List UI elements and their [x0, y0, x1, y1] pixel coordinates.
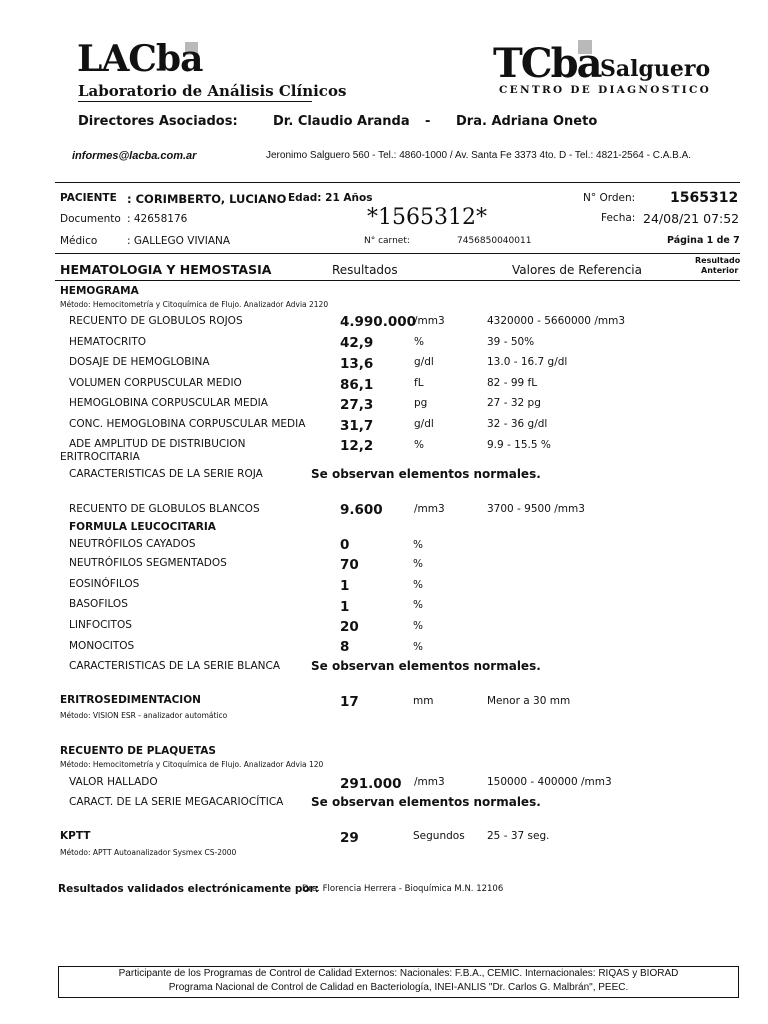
serie-mega-value: Se observan elementos normales.	[311, 795, 541, 809]
test-name: RECUENTO DE GLOBULOS BLANCOS	[69, 503, 260, 515]
test-name: VOLUMEN CORPUSCULAR MEDIO	[69, 377, 242, 389]
test-unit: %	[414, 336, 424, 348]
directors-label: Directores Asociados:	[78, 114, 238, 129]
page-indicator: Página 1 de 7	[667, 235, 740, 246]
date-label: Fecha:	[601, 212, 636, 224]
kptt-title: KPTT	[60, 830, 91, 842]
results-header: Resultados	[332, 263, 398, 277]
test-unit: g/dl	[414, 356, 434, 368]
previous-header-1: Resultado	[695, 256, 741, 265]
hemograma-title: HEMOGRAMA	[60, 285, 139, 297]
order-value: 1565312	[670, 190, 739, 206]
test-unit: fL	[414, 377, 424, 389]
test-reference: 9.9 - 15.5 %	[487, 439, 551, 451]
test-name: NEUTRÓFILOS SEGMENTADOS	[69, 557, 227, 569]
footer-line-1: Participante de los Programas de Control de Calidad Externos: Nacionales: F.B.A., CEMIC. Internacionales: RIQAS y BIORAD	[118, 968, 679, 979]
director-dash: -	[425, 114, 431, 129]
eritro-method: Método: VISION ESR - analizador automático	[60, 711, 228, 720]
lab-name: Laboratorio de Análisis Clínicos	[78, 82, 347, 100]
medico-label: Médico	[60, 235, 98, 247]
test-value: 9.600	[340, 502, 383, 518]
order-label: N° Orden:	[583, 192, 636, 204]
serie-mega-label: CARACT. DE LA SERIE MEGACARIOCÍTICA	[69, 796, 284, 808]
plaquetas-title: RECUENTO DE PLAQUETAS	[60, 745, 216, 757]
test-reference: 32 - 36 g/dl	[487, 418, 548, 430]
test-unit: %	[413, 558, 423, 570]
test-value: 86,1	[340, 377, 374, 393]
center-logo: TCba	[493, 40, 601, 87]
section-title: HEMATOLOGIA Y HEMOSTASIA	[60, 262, 272, 277]
test-value: 12,2	[340, 438, 374, 454]
test-unit: %	[414, 439, 424, 451]
test-unit: /mm3	[414, 503, 445, 515]
test-reference: 82 - 99 fL	[487, 377, 538, 389]
carnet-label: N° carnet:	[364, 236, 410, 246]
kptt-value: 29	[340, 830, 359, 846]
test-reference: 150000 - 400000 /mm3	[487, 776, 612, 788]
hemograma-method: Método: Hemocitometría y Citoquímica de Flujo. Analizador Advia 2120	[60, 300, 329, 309]
test-name: LINFOCITOS	[69, 619, 132, 631]
test-name: VALOR HALLADO	[69, 776, 158, 788]
document-value: : 42658176	[127, 213, 188, 225]
test-name: HEMOGLOBINA CORPUSCULAR MEDIA	[69, 397, 268, 409]
test-value: 8	[340, 639, 350, 655]
patient-divider	[55, 253, 740, 254]
serie-roja-label: CARACTERISTICAS DE LA SERIE ROJA	[69, 468, 263, 480]
test-name: DOSAJE DE HEMOGLOBINA	[69, 356, 210, 368]
test-unit: pg	[414, 397, 428, 409]
test-value: 1	[340, 599, 350, 615]
test-unit: %	[413, 579, 423, 591]
director-2: Dra. Adriana Oneto	[456, 114, 598, 129]
eritro-value: 17	[340, 694, 359, 710]
center-logo-sub: Salguero	[600, 56, 711, 82]
test-name: RECUENTO DE GLOBULOS ROJOS	[69, 315, 243, 327]
test-unit: %	[413, 620, 423, 632]
test-unit: %	[413, 599, 423, 611]
kptt-method: Método: APTT Autoanalizador Sysmex CS-2000	[60, 848, 237, 857]
patient-age: Edad: 21 Años	[288, 192, 373, 204]
test-name: HEMATOCRITO	[69, 336, 147, 348]
barcode-text: *1565312*	[367, 205, 487, 230]
test-reference: 4320000 - 5660000 /mm3	[487, 315, 626, 327]
test-name: ADE AMPLITUD DE DISTRIBUCION	[69, 438, 246, 450]
lab-name-underline	[78, 101, 312, 102]
lab-logo: LACba	[77, 38, 203, 80]
center-name: CENTRO DE DIAGNOSTICO	[499, 84, 712, 96]
test-value: 0	[340, 537, 350, 553]
test-unit: /mm3	[414, 315, 445, 327]
reference-header: Valores de Referencia	[512, 263, 642, 277]
test-name: BASOFILOS	[69, 598, 128, 610]
test-reference: 13.0 - 16.7 g/dl	[487, 356, 568, 368]
kptt-reference: 25 - 37 seg.	[487, 830, 550, 842]
test-value: 13,6	[340, 356, 374, 372]
patient-name: : CORIMBERTO, LUCIANO	[127, 192, 287, 206]
test-value: 20	[340, 619, 359, 635]
header-divider	[55, 182, 740, 183]
eritro-title: ERITROSEDIMENTACION	[60, 694, 201, 706]
email-link[interactable]: informes@lacba.com.ar	[72, 150, 197, 162]
date-value: 24/08/21 07:52	[643, 211, 740, 226]
previous-header-2: Anterior	[701, 266, 739, 275]
test-value: 70	[340, 557, 359, 573]
carnet-value: 7456850040011	[457, 236, 532, 246]
test-name: NEUTRÓFILOS CAYADOS	[69, 538, 196, 550]
test-name-continuation: ERITROCITARIA	[60, 451, 140, 463]
serie-blanca-value: Se observan elementos normales.	[311, 659, 541, 673]
footer-line-2: Programa Nacional de Control de Calidad en Bacteriología, INEI-ANLIS "Dr. Carlos G. Malbrán", PEEC.	[168, 982, 629, 993]
eritro-unit: mm	[413, 695, 434, 707]
director-1: Dr. Claudio Aranda	[273, 114, 410, 129]
serie-roja-value: Se observan elementos normales.	[311, 467, 541, 481]
test-unit: %	[413, 641, 423, 653]
test-value: 27,3	[340, 397, 374, 413]
table-header-divider	[55, 280, 740, 281]
test-name: CONC. HEMOGLOBINA CORPUSCULAR MEDIA	[69, 418, 306, 430]
test-name: MONOCITOS	[69, 640, 135, 652]
test-unit: g/dl	[414, 418, 434, 430]
test-unit: /mm3	[414, 776, 445, 788]
eritro-reference: Menor a 30 mm	[487, 695, 571, 707]
address: Jeronimo Salguero 560 - Tel.: 4860-1000 / Av. Santa Fe 3373 4to. D - Tel.: 4821-2564 - C.A.B.A.	[266, 150, 692, 161]
test-reference: 3700 - 9500 /mm3	[487, 503, 585, 515]
validation-label: Resultados validados electrónicamente por:	[58, 883, 319, 895]
test-value: 42,9	[340, 335, 374, 351]
test-value: 291.000	[340, 776, 402, 792]
test-reference: 39 - 50%	[487, 336, 535, 348]
test-value: 31,7	[340, 418, 374, 434]
test-unit: %	[413, 539, 423, 551]
formula-title: FORMULA LEUCOCITARIA	[69, 521, 216, 533]
validation-value: Dra. Florencia Herrera - Bioquímica M.N. 12106	[302, 884, 504, 894]
kptt-unit: Segundos	[413, 830, 465, 842]
test-value: 4.990.000	[340, 314, 417, 330]
document-label: Documento	[60, 213, 121, 225]
plaquetas-method: Método: Hemocitometría y Citoquímica de Flujo. Analizador Advia 120	[60, 760, 324, 769]
patient-label: PACIENTE	[60, 192, 117, 204]
serie-blanca-label: CARACTERISTICAS DE LA SERIE BLANCA	[69, 660, 281, 672]
test-reference: 27 - 32 pg	[487, 397, 541, 409]
test-name: EOSINÓFILOS	[69, 578, 140, 590]
medico-value: : GALLEGO VIVIANA	[127, 235, 231, 247]
test-value: 1	[340, 578, 350, 594]
